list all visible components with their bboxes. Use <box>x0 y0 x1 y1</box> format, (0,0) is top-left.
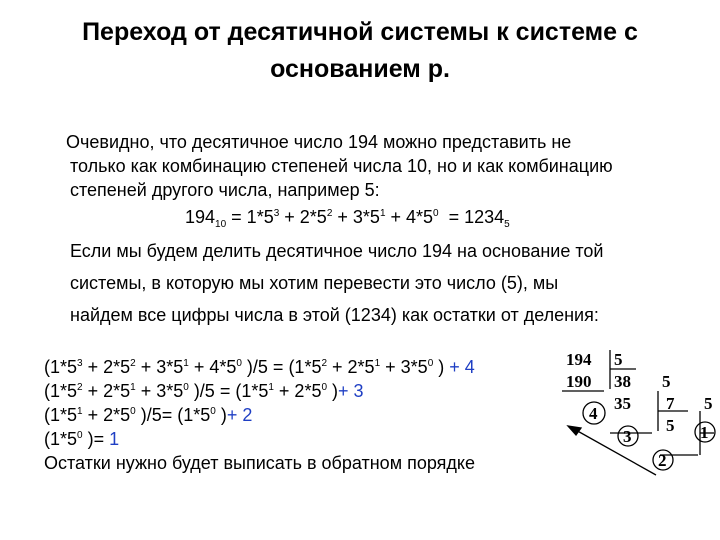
remainder-2: + 2 <box>226 405 253 425</box>
intro-line-1: Очевидно, что десятичное число 194 можно представить не <box>66 132 572 152</box>
quotient-7: 7 <box>666 394 675 413</box>
step-4: ($1*5^0$ )= 1 <box>44 429 120 449</box>
page-title: Переход от десятичной системы к системе с основанием p. <box>82 18 638 83</box>
remainder-4: + 4 <box>449 357 475 377</box>
intro-line-3: степеней другого числа, например 5: <box>70 180 380 200</box>
body-line-2: системы, в которую мы хотим перевести это число (5), мы <box>70 273 559 293</box>
intro-paragraph <box>66 130 706 202</box>
remainder-3: + 3 <box>338 381 364 401</box>
body-line-1: Если мы будем делить десятичное число 194 на основание той <box>70 241 604 261</box>
remainder-1: 1 <box>109 429 120 449</box>
divisor-5: 5 <box>614 350 623 369</box>
step-2: ($1*5^2 + 2*5^1 + 3*5^0$ )$/5 = (1*5^1 + 2*5^0$ )+ 3 <box>44 381 364 401</box>
dividend-194: 194 <box>566 350 592 369</box>
long-division-diagram <box>548 345 718 485</box>
remainder-circle-3: 3 <box>623 427 632 446</box>
intro-line-2: только как комбинацию степеней числа 10, но и как комбинацию <box>70 156 613 176</box>
product-5: 5 <box>666 416 675 435</box>
main-formula: $194_{10} = 1*5^3 + 2*5^2 + 3*5^1 + 4*5^0 = 1234_5$ <box>185 207 510 230</box>
body-line-3: найдем все цифры числа в этой (1234) как остатки от деления: <box>70 305 599 325</box>
product-190: 190 <box>566 372 592 391</box>
divisor-5b: 5 <box>662 372 671 391</box>
remainder-circle-4: 4 <box>589 404 598 423</box>
step-3: ($1*5^1 + 2*5^0$ )$/5= (1*5^0$ )+ 2 <box>44 405 253 425</box>
remainder-circle-2: 2 <box>658 451 667 470</box>
quotient-1-circle: 1 <box>700 423 709 442</box>
step-1: ($1*5^3 + 2*5^2 + 3*5^1 + 4*5^0$ )$/5 = (1*5^2 + 2*5^1 + 3*5^0$ ) + 4 <box>44 357 475 377</box>
product-35: 35 <box>614 394 631 413</box>
divisor-5c: 5 <box>704 394 713 413</box>
quotient-38: 38 <box>614 372 631 391</box>
conclusion-text: Остатки нужно будет выписать в обратном порядке <box>44 453 475 473</box>
